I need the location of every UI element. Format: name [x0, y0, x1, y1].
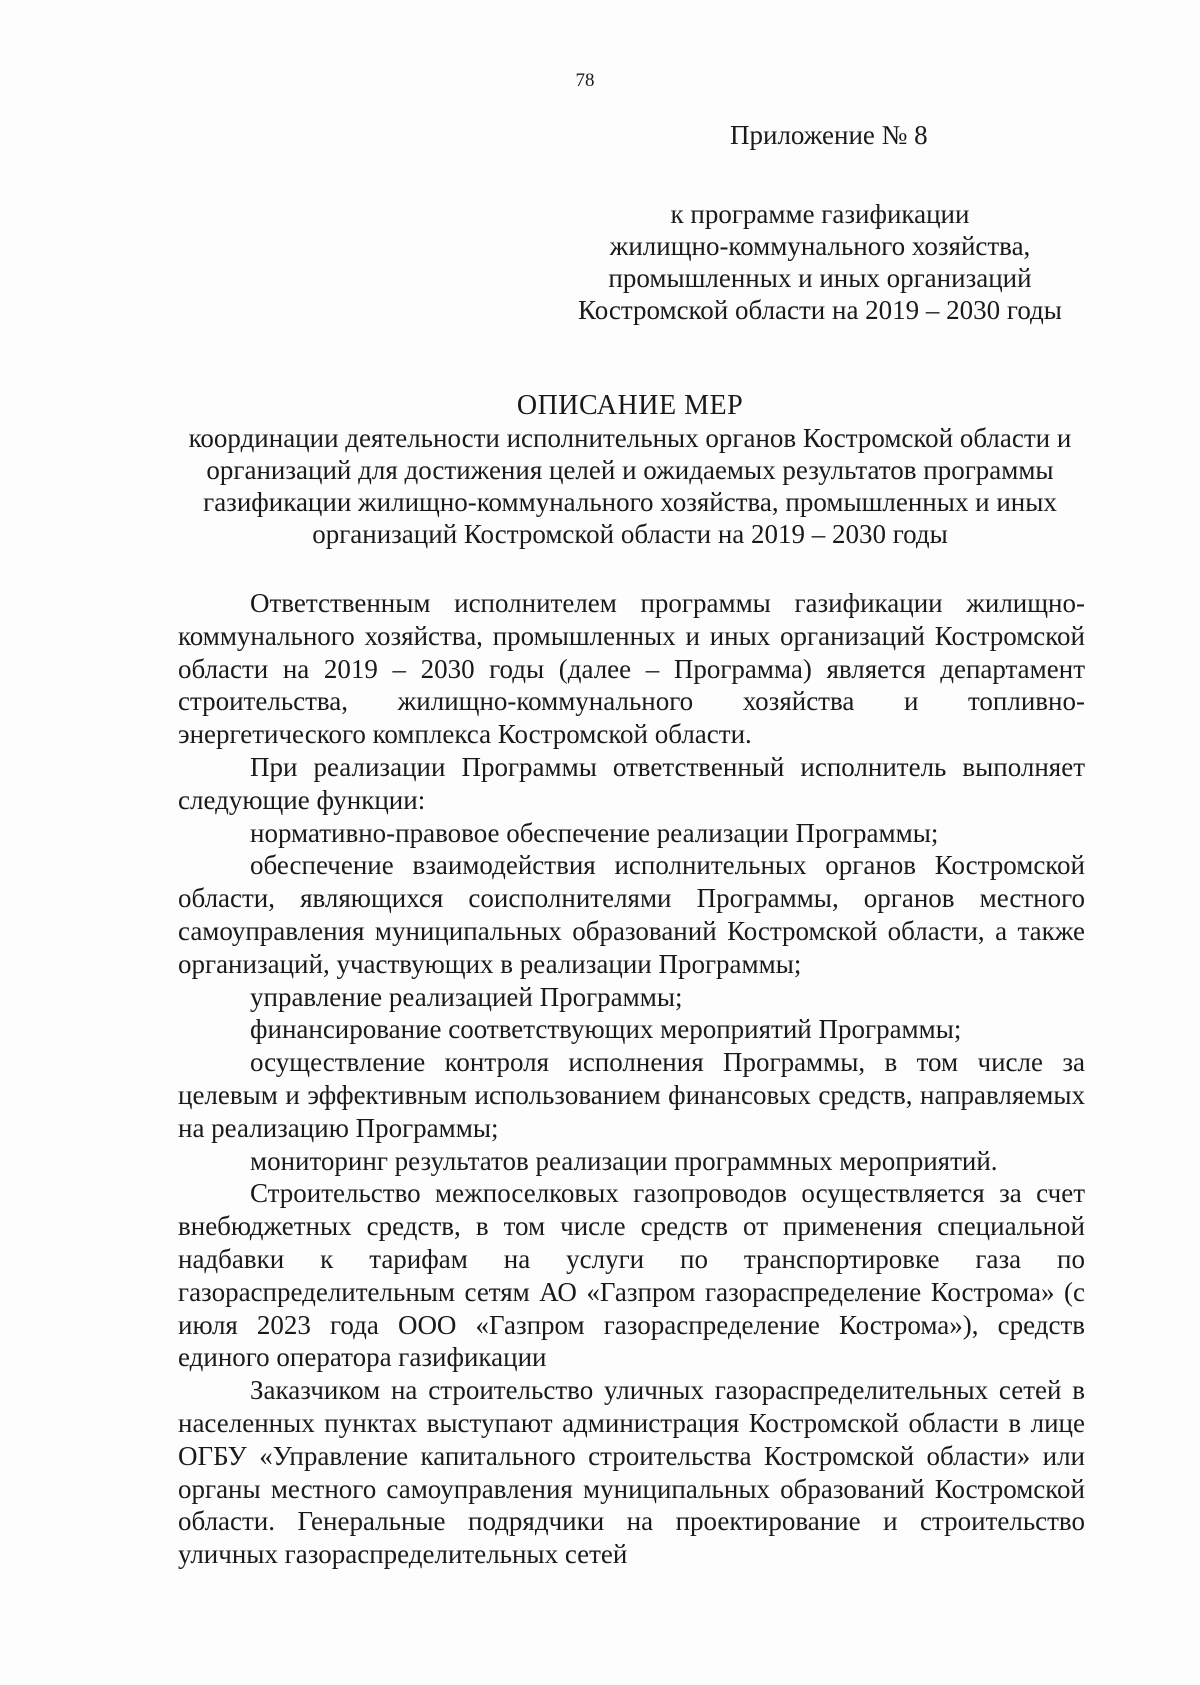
- body-paragraph: При реализации Программы ответственный исполнитель выполняет следующие функции:: [178, 751, 1085, 815]
- body-paragraph: нормативно-правовое обеспечение реализации Программы;: [250, 817, 939, 848]
- appendix-subtitle: [550, 198, 1090, 326]
- heading-subtitle: координации деятельности исполнительных органов Костромской области и организаций для достижения целей и ожидаемых результатов программы газификации жилищно-коммунального хозяйства, промышленных и иных организаций Костромской области на 2019 – 2030 годы: [188, 423, 1072, 549]
- body-paragraph: обеспечение взаимодействия исполнительных органов Костромской области, являющихся соисполнителями Программы, органов местного самоуправления муниципальных образований Костромской области, а также организаций, участвующих в реализации Программы;: [178, 850, 1085, 979]
- document-body: [178, 587, 1085, 1571]
- body-paragraph: управление реализацией Программы;: [250, 981, 683, 1012]
- body-paragraph: Заказчиком на строительство уличных газораспределительных сетей в населенных пунктах выступают администрация Костромской области в лице ОГБУ «Управление капитального строительства Костромской области» или органы местного самоуправления муниципальных образований Костромской области. Генеральные подрядчики на проектирование и строительство уличных газораспределительных сетей: [178, 1375, 1085, 1570]
- appendix-subtitle-line: промышленных и иных организаций: [608, 263, 1032, 293]
- appendix-subtitle-line: жилищно-коммунального хозяйства,: [609, 231, 1031, 261]
- appendix-subtitle-line: Костромской области на 2019 – 2030 годы: [578, 295, 1062, 325]
- body-paragraph: Строительство межпоселковых газопроводов осуществляется за счет внебюджетных средств, в том числе средств от применения специальной надбавки к тарифам на услуги по транспортировке газа по газораспределительным сетям АО «Газпром газораспределение Кострома» (с июля 2023 года ООО «Газпром газораспределение Кострома»), средств единого оператора газификации: [178, 1178, 1085, 1373]
- body-paragraph: Ответственным исполнителем программы газификации жилищно-коммунального хозяйства, промышленных и иных организаций Костромской области на 2019 – 2030 годы (далее – Программа) является департамент строительства, жилищно-коммунального хозяйства и топливно-энергетического комплекса Костромской области.: [178, 588, 1085, 750]
- appendix-subtitle-line: к программе газификации: [670, 199, 970, 229]
- appendix-title: Приложение № 8: [730, 120, 928, 150]
- body-paragraph: финансирование соответствующих мероприятий Программы;: [250, 1014, 962, 1045]
- document-heading: [180, 390, 1080, 550]
- heading-title: ОПИСАНИЕ МЕР: [516, 390, 744, 421]
- body-paragraph: осуществление контроля исполнения Программы, в том числе за целевым и эффективным использованием финансовых средств, направляемых на реализацию Программы;: [178, 1047, 1085, 1143]
- page-number: 78: [575, 70, 595, 91]
- body-paragraph: мониторинг результатов реализации программных мероприятий.: [250, 1145, 998, 1176]
